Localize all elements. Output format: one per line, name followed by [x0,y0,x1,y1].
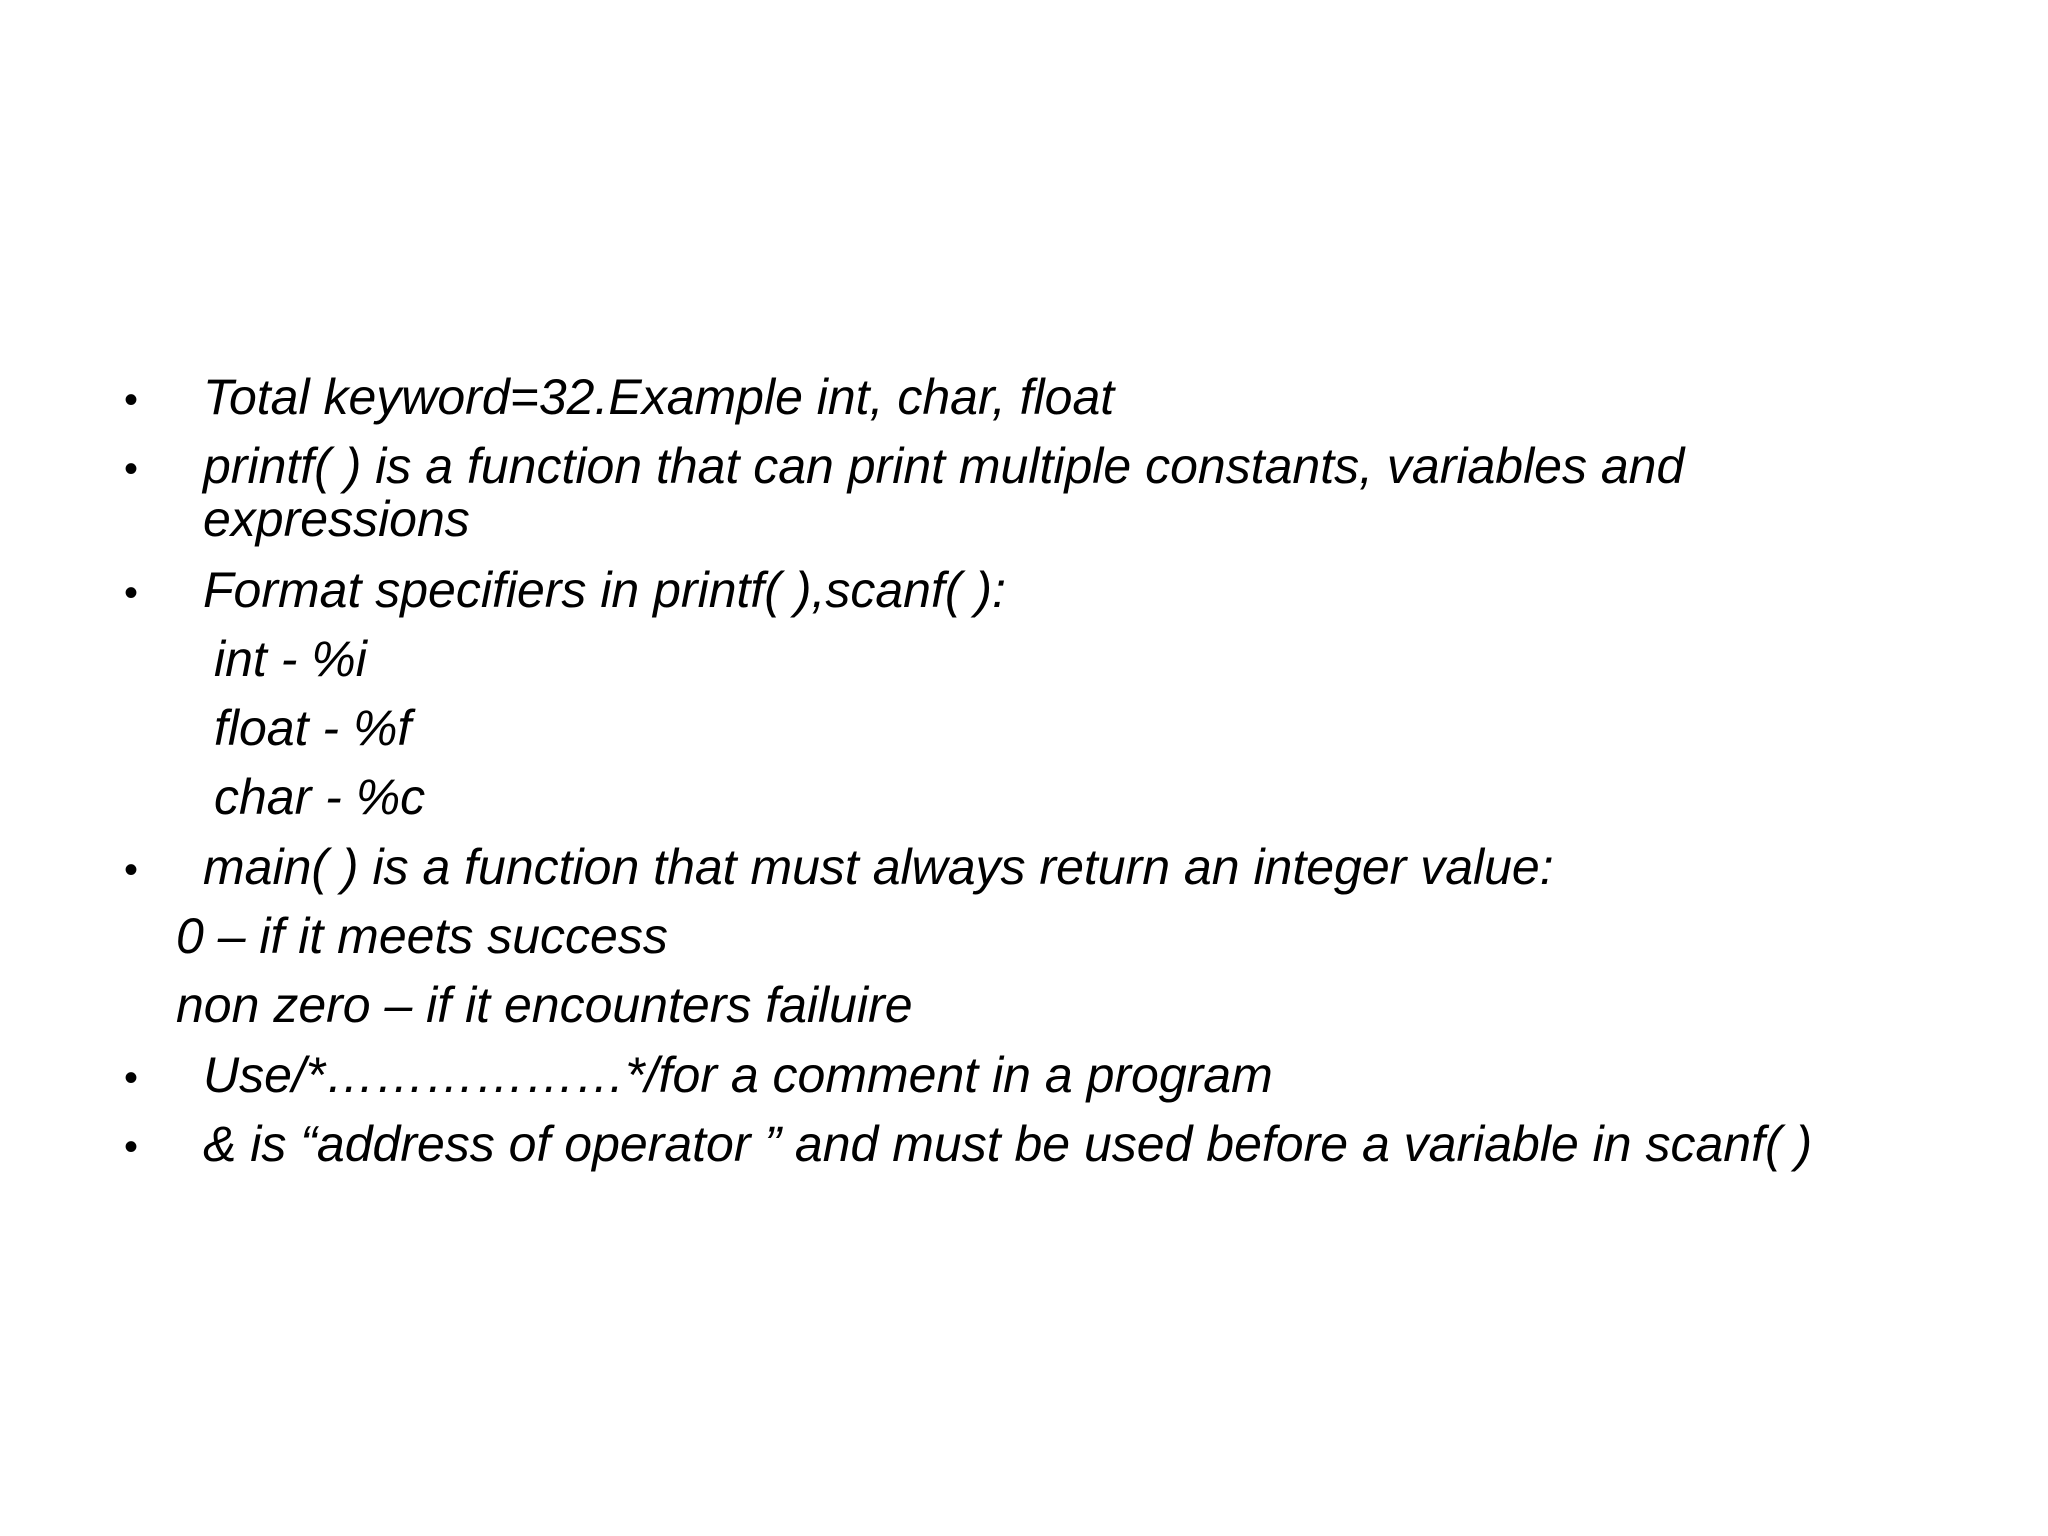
specifier-char: char - %c [214,769,426,825]
bullet-3: • [124,571,139,615]
bullet-6: • [124,1125,139,1169]
bullet-1: • [124,378,139,422]
specifier-int: int - %i [214,631,367,687]
bullet-text-address-operator: & is “address of operator ” and must be used before a variable in scanf( ) [203,1116,1813,1172]
bullet-text-keywords: Total keyword=32.Example int, char, float [203,369,1115,425]
bullet-text-main-function: main( ) is a function that must always return an integer value: [203,839,1554,895]
return-zero-success: 0 – if it meets success [176,908,668,964]
return-nonzero-failure: non zero – if it encounters failuire [176,977,913,1033]
bullet-5: • [124,1056,139,1100]
bullet-text-printf-line2: expressions [203,491,470,547]
bullet-text-printf-line1: printf( ) is a function that can print multiple constants, variables and [203,438,1685,494]
specifier-float: float - %f [214,700,412,756]
bullet-2: • [124,447,139,491]
bullet-4: • [124,848,139,892]
bullet-text-format-specifiers: Format specifiers in printf( ),scanf( ): [203,562,1006,618]
bullet-text-comment: Use/*………………*/for a comment in a program [203,1047,1273,1103]
